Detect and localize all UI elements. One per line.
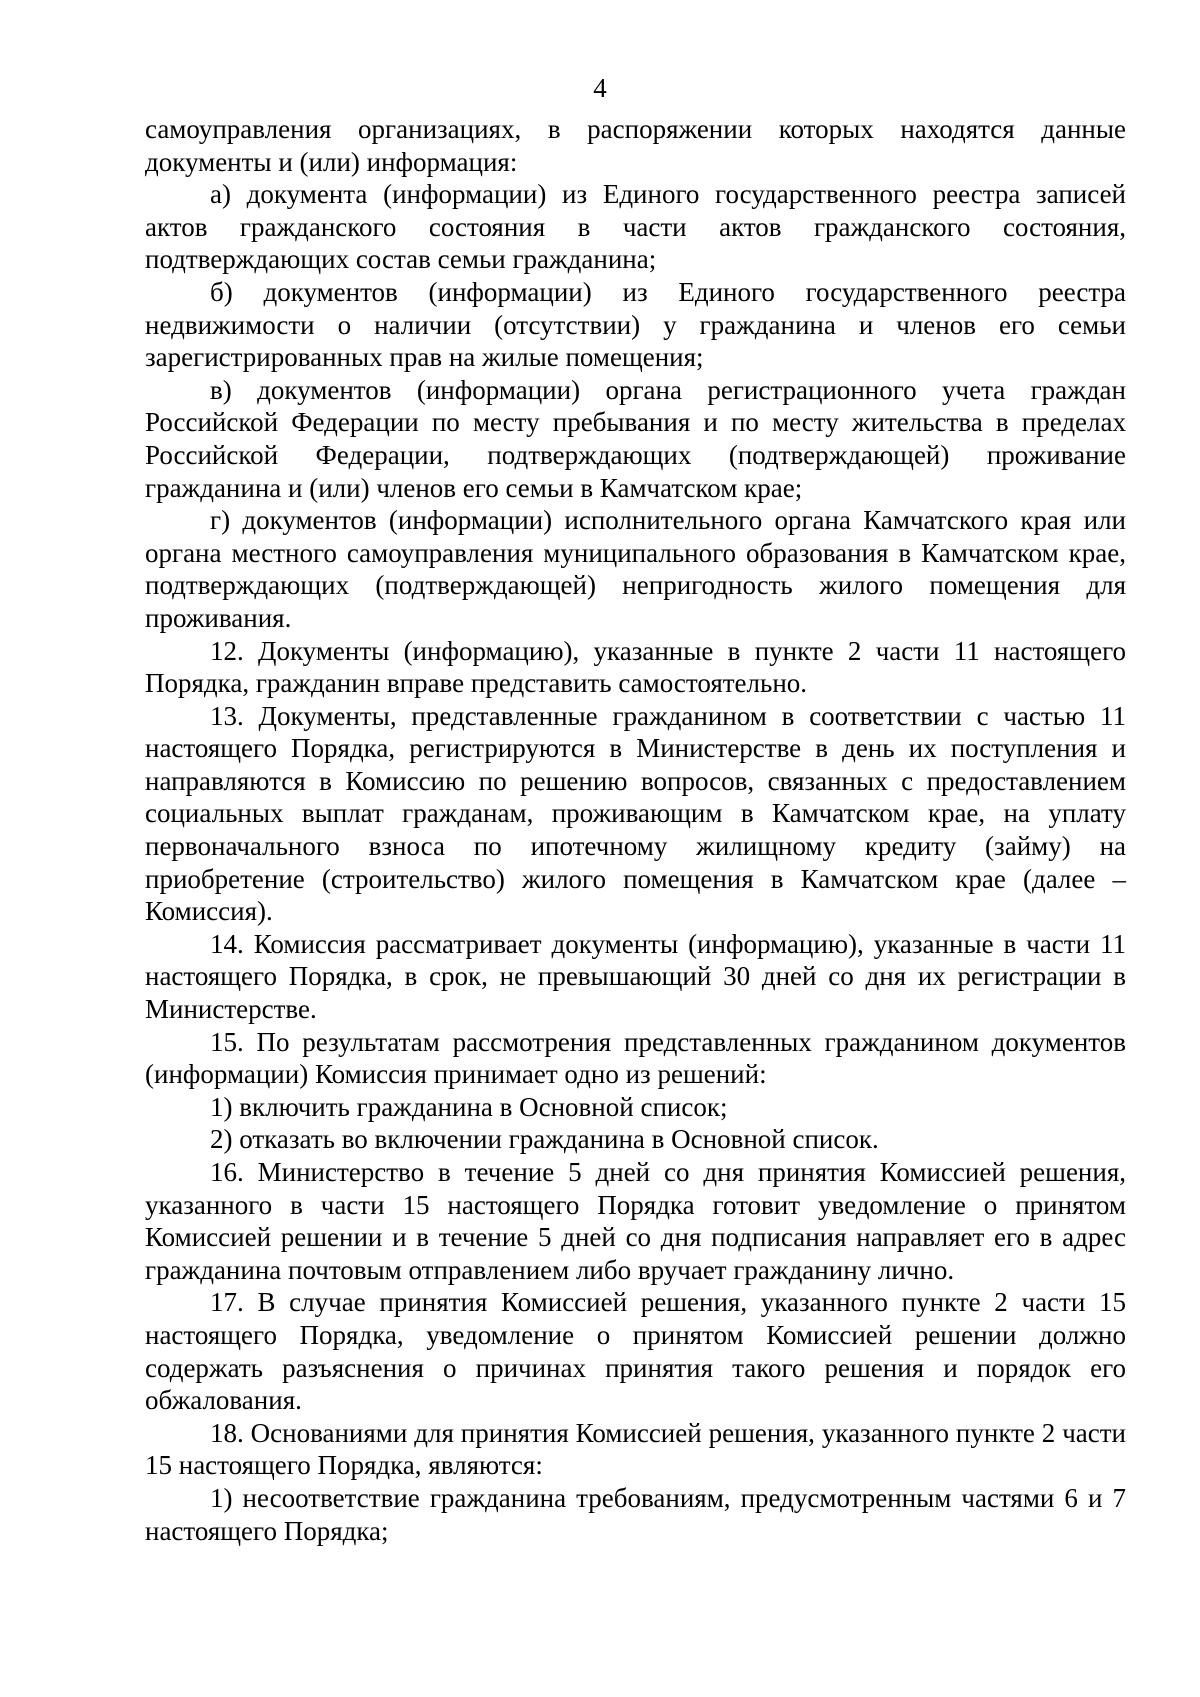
paragraph: 2) отказать во включении гражданина в Основной список. [210, 1124, 879, 1155]
paragraph: 17. В случае принятия Комиссией решения, указанного пункте 2 части 15 настоящего Порядка, уведомление о принятом Комиссией решении должно содержать разъяснения о причинах принятия такого решения и порядок его обжалования. [145, 1287, 1126, 1416]
paragraph: самоуправления организациях, в распоряжении которых находятся данные документы и (или) информация: [145, 114, 1126, 177]
paragraph: 1) несоответствие гражданина требованиям, предусмотренным частями 6 и 7 настоящего Порядка; [145, 1482, 1126, 1546]
paragraph: 13. Документы, представленные гражданином в соответствии с частью 11 настоящего Порядка, регистрируются в Министерстве в день их поступления и направляются в Комиссию по решению вопросов, связанных с предоставлением социальных выплат гражданам, проживающим в Камчатском крае, на уплату первоначального взноса по ипотечному жилищному кредиту (займу) на приобретение (строительство) жилого помещения в Камчатском крае (далее – Комиссия). [145, 700, 1126, 927]
paragraph: 15. По результатам рассмотрения представленных гражданином документов (информации) Комиссия принимает одно из решений: [145, 1026, 1126, 1090]
paragraph: в) документов (информации) органа регистрационного учета граждан Российской Федерации по месту пребывания и по месту жительства в пределах Российской Федерации, подтверждающих (подтверждающей) проживание гражданина и (или) членов его семьи в Камчатском крае; [145, 374, 1126, 503]
paragraph: 1) включить гражданина в Основной список; [210, 1091, 728, 1122]
paragraph: а) документа (информации) из Единого государственного реестра записей актов гражданского состояния в части актов гражданского состояния, подтверждающих состав семьи гражданина; [145, 179, 1126, 275]
page-number: 4 [593, 73, 607, 103]
document-body [145, 113, 1126, 1547]
paragraph: 14. Комиссия рассматривает документы (информацию), указанные в части 11 настоящего Порядка, в срок, не превышающий 30 дней со дня их регистрации в Министерстве. [145, 928, 1126, 1025]
paragraph: г) документов (информации) исполнительного органа Камчатского края или органа местного самоуправления муниципального образования в Камчатском крае, подтверждающих (подтверждающей) непригодность жилого помещения для проживания. [145, 505, 1126, 633]
paragraph: 16. Министерство в течение 5 дней со дня принятия Комиссией решения, указанного в части 15 настоящего Порядка готовит уведомление о принятом Комиссией решении и в течение 5 дней со дня подписания направляет его в адрес гражданина почтовым отправлением либо вручает гражданину лично. [145, 1157, 1126, 1285]
paragraph: 18. Основаниями для принятия Комиссией решения, указанного пункте 2 части 15 настоящего Порядка, являются: [145, 1417, 1126, 1481]
paragraph: 12. Документы (информацию), указанные в пункте 2 части 11 настоящего Порядка, гражданин вправе представить самостоятельно. [145, 635, 1126, 699]
paragraph: б) документов (информации) из Единого государственного реестра недвижимости о наличии (отсутствии) у гражданина и членов его семьи зарегистрированных прав на жилые помещения; [145, 276, 1126, 373]
